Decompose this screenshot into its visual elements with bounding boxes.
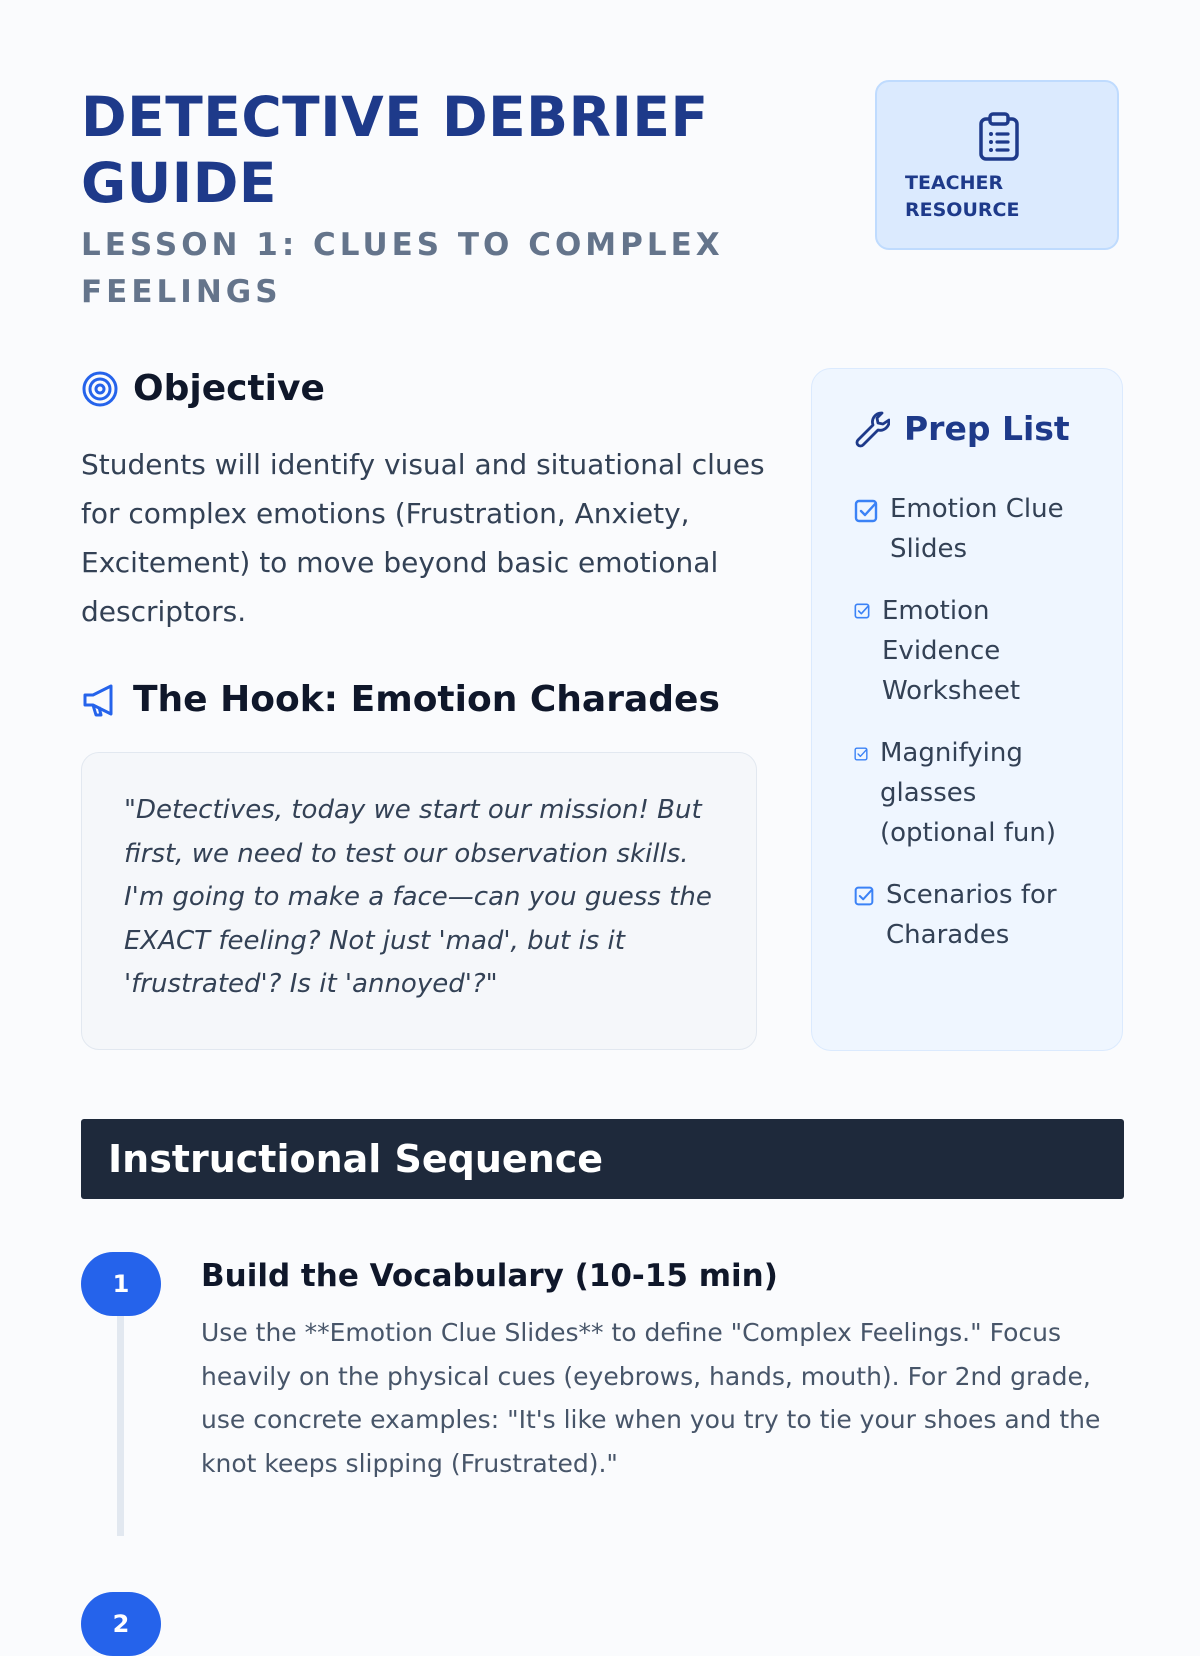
badge-label: TEACHER RESOURCE <box>905 172 1020 221</box>
checkbox-icon <box>854 499 878 523</box>
page-title: DETECTIVE DEBRIEF GUIDE <box>81 85 709 215</box>
prep-list-heading: Prep List <box>904 409 1070 448</box>
prep-list-item <box>854 733 1094 853</box>
objective-heading-row <box>81 368 325 409</box>
prep-item-label: Scenarios for Charades <box>886 880 1057 950</box>
prep-list-item <box>854 489 1094 569</box>
objective-heading: Objective <box>133 368 325 409</box>
step-timeline-line <box>117 1300 124 1536</box>
clipboard-icon <box>977 112 1021 162</box>
prep-item-label: Emotion Evidence Worksheet <box>882 596 1021 706</box>
objective-text: Students will identify visual and situational clues for complex emotions (Frustration, Anxiety, Excitement) to move beyond basic emotional descriptors. <box>81 448 765 628</box>
hook-quote-box <box>81 752 757 1050</box>
prep-item-label: Magnifying glasses (optional fun) <box>880 738 1057 848</box>
hook-quote: "Detectives, today we start our mission! But first, we need to test our observation skills. I'm going to make a face—can you guess the EXACT feeling? Not just 'mad', but is it 'frustrated'? Is it 'annoyed'?" <box>124 795 712 999</box>
hook-heading-row <box>81 679 720 720</box>
teacher-resource-badge <box>875 80 1119 250</box>
wrench-icon <box>854 410 890 448</box>
step-number-badge: 1 <box>81 1252 161 1316</box>
prep-list-card <box>811 368 1123 1051</box>
prep-item-label: Emotion Clue Slides <box>890 494 1064 564</box>
step-text: Use the **Emotion Clue Slides** to define "Complex Feelings." Focus heavily on the physical cues (eyebrows, hands, mouth). For 2nd grade, use concrete examples: "It's like when you try to tie your shoes and the knot keeps slipping (Frustrated)." <box>201 1318 1101 1478</box>
prep-list <box>854 489 1094 977</box>
prep-list-item <box>854 591 1094 711</box>
prep-list-item <box>854 875 1094 955</box>
step-title: Build the Vocabulary (10-15 min) <box>201 1258 778 1294</box>
checkbox-icon <box>854 747 868 761</box>
megaphone-icon <box>81 681 119 719</box>
prep-list-heading-row <box>854 409 1070 448</box>
instructional-sequence-banner <box>81 1119 1124 1199</box>
checkbox-icon <box>854 603 870 619</box>
target-icon <box>81 370 119 408</box>
checkbox-icon <box>854 886 874 906</box>
step-number-badge: 2 <box>81 1592 161 1656</box>
hook-heading: The Hook: Emotion Charades <box>133 679 720 720</box>
lesson-guide-page <box>81 0 1121 1638</box>
instructional-sequence-heading: Instructional Sequence <box>108 1137 604 1181</box>
lesson-subtitle: LESSON 1: CLUES TO COMPLEX FEELINGS <box>81 227 724 310</box>
